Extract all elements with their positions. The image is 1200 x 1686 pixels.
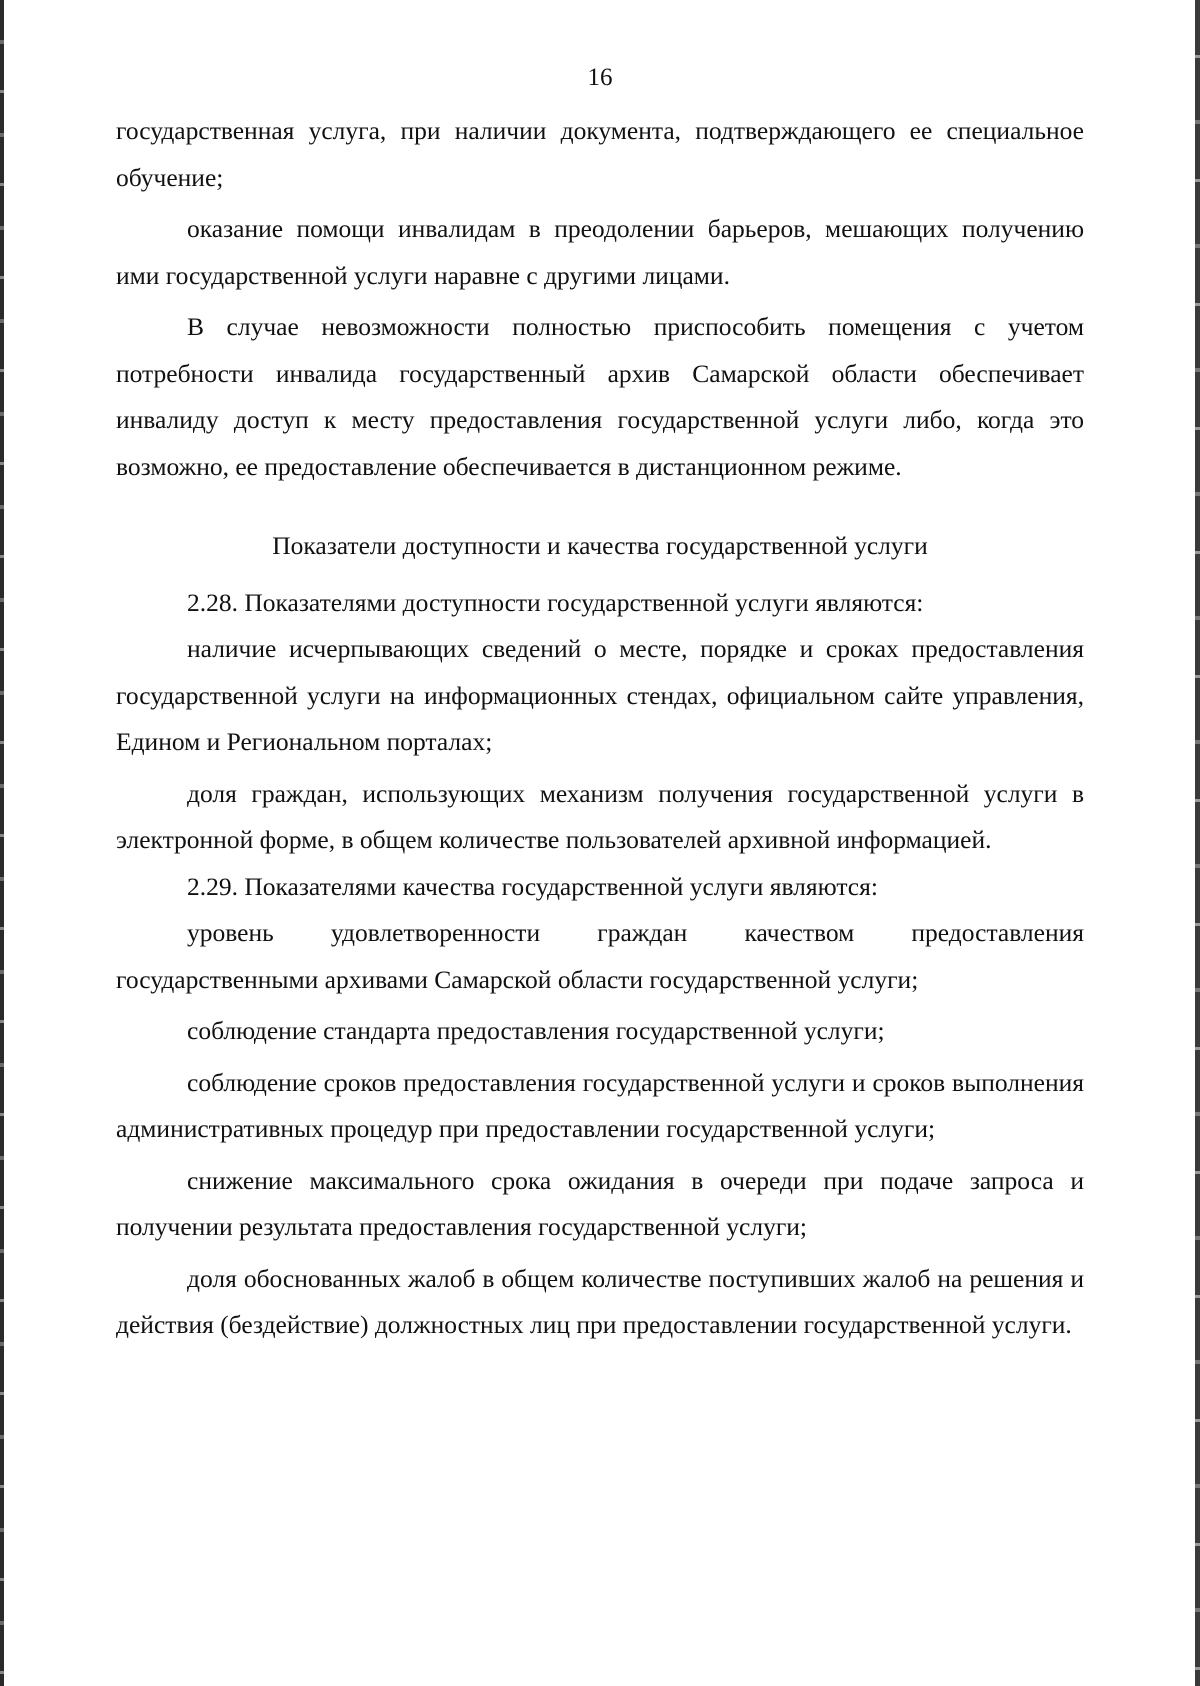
paragraph-satisfaction: уровень удовлетворенности граждан качеством предоставления государственными архивами Самарской области государственной услуги; (116, 918, 1084, 994)
paragraph-impossibility: В случае невозможности полностью приспособить помещения с учетом потребности инвалида государственный архив Самарской области обеспечивает инвалиду доступ к месту предоставления государственной услуги либо, когда это возможно, ее предоставление обеспечивается в дистанционном режиме. (116, 312, 1084, 481)
scan-edge-right (1195, 0, 1200, 1686)
paragraph-complaints: доля обоснованных жалоб в общем количестве поступивших жалоб на решения и действия (бездействие) должностных лиц при предоставлении государственной услуги. (116, 1263, 1084, 1339)
document-body (116, 108, 1084, 1349)
paragraph-assistance: оказание помощи инвалидам в преодолении барьеров, мешающих получению ими государственной услуги наравне с другими лицами. (116, 214, 1084, 290)
paragraph-electronic-share: доля граждан, использующих механизм получения государственной услуги в электронной форме, в общем количестве пользователей архивной информацией. (116, 778, 1084, 854)
page-number: 16 (587, 64, 613, 91)
paragraph-standard-compliance: соблюдение стандарта предоставления государственной услуги; (187, 1016, 885, 1045)
paragraph-deadline-compliance: соблюдение сроков предоставления государственной услуги и сроков выполнения административных процедур при предоставлении государственной услуги; (116, 1067, 1084, 1143)
scan-edge-left (0, 0, 4, 1686)
paragraph-information-availability: наличие исчерпывающих сведений о месте, порядке и сроках предоставления государственной услуги на информационных стендах, официальном сайте управления, Едином и Региональном порталах; (116, 634, 1084, 756)
paragraph-continuation: государственная услуга, при наличии документа, подтверждающего ее специальное обучение; (116, 116, 1084, 192)
paragraph-2-28: 2.28. Показателями доступности государственной услуги являются: (187, 587, 924, 617)
paragraph-queue-time: снижение максимального срока ожидания в очереди при подаче запроса и получении результата предоставления государственной услуги; (116, 1165, 1084, 1241)
section-heading: Показатели доступности и качества государственной услуги (272, 531, 928, 560)
paragraph-2-29: 2.29. Показателями качества государственной услуги являются: (187, 871, 878, 901)
